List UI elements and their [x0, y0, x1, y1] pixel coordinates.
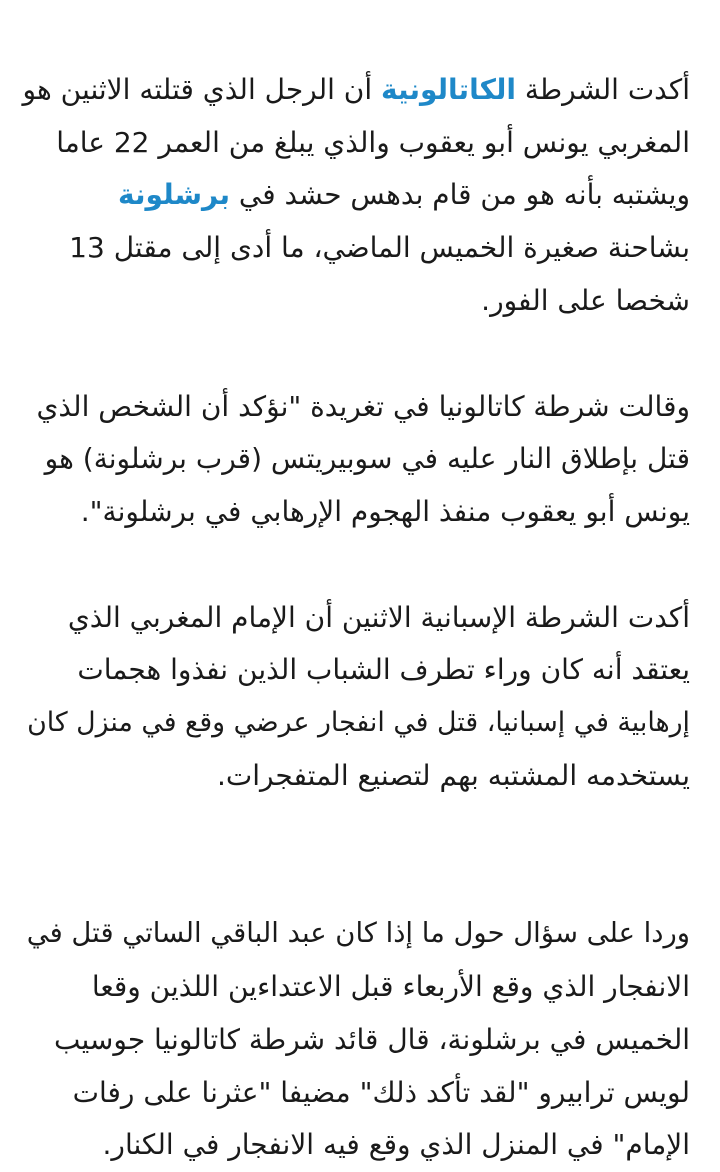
- paragraph-line: لويس ترابيرو "لقد تأكد ذلك" مضيفا "عثرنا على رفات: [72, 1075, 690, 1109]
- paragraph-line: الخميس في برشلونة، قال قائد شرطة كاتالونيا جوسيب: [53, 1022, 690, 1056]
- paragraph-line: قتل بإطلاق النار عليه في سوبيريتس (قرب برشلونة) هو: [44, 442, 690, 476]
- link-catalan-police[interactable]: الكاتالونية: [381, 73, 516, 106]
- paragraph-line: بشاحنة صغيرة الخميس الماضي، ما أدى إلى مقتل 13: [69, 231, 690, 265]
- paragraph-line: يستخدمه المشتبه بهم لتصنيع المتفجرات.: [216, 758, 690, 792]
- paragraph-line: المغربي يونس أبو يعقوب والذي يبلغ من العمر 22 عاما: [56, 125, 690, 159]
- paragraph-4: [20, 908, 690, 1172]
- paragraph-line: أكدت الشرطة الإسبانية الاثنين أن الإمام المغربي الذي: [67, 600, 690, 634]
- paragraph-line: يونس أبو يعقوب منفذ الهجوم الإرهابي في برشلونة".: [80, 494, 690, 528]
- paragraph-line: يعتقد أنه كان وراء تطرف الشباب الذين نفذوا هجمات: [77, 653, 690, 687]
- link-barcelona[interactable]: برشلونة: [118, 178, 230, 212]
- paragraph-line: أكدت الشرطة الكاتالونية أن الرجل الذي قتلته الاثنين هو: [22, 73, 690, 106]
- paragraph-line: وردا على سؤال حول ما إذا كان عبد الباقي الساتي قتل في: [26, 918, 690, 950]
- paragraph-line: الانفجار الذي وقع الأربعاء قبل الاعتداءين اللذين وقعا: [91, 970, 690, 1004]
- paragraph-line: الإمام" في المنزل الذي وقع فيه الانفجار في الكنار.: [102, 1128, 690, 1162]
- paragraph-line: شخصا على الفور.: [481, 283, 690, 317]
- paragraph-line: ويشتبه بأنه هو من قام بدهس حشد في برشلونة: [118, 178, 690, 212]
- paragraph-3: [20, 592, 690, 803]
- paragraph-2: [20, 381, 690, 539]
- paragraph-line: إرهابية في إسبانيا، قتل في انفجار عرضي وقع في منزل كان: [27, 707, 690, 739]
- paragraph-1: [20, 64, 690, 328]
- paragraph-line: وقالت شرطة كاتالونيا في تغريدة "نؤكد أن الشخص الذي: [36, 389, 690, 423]
